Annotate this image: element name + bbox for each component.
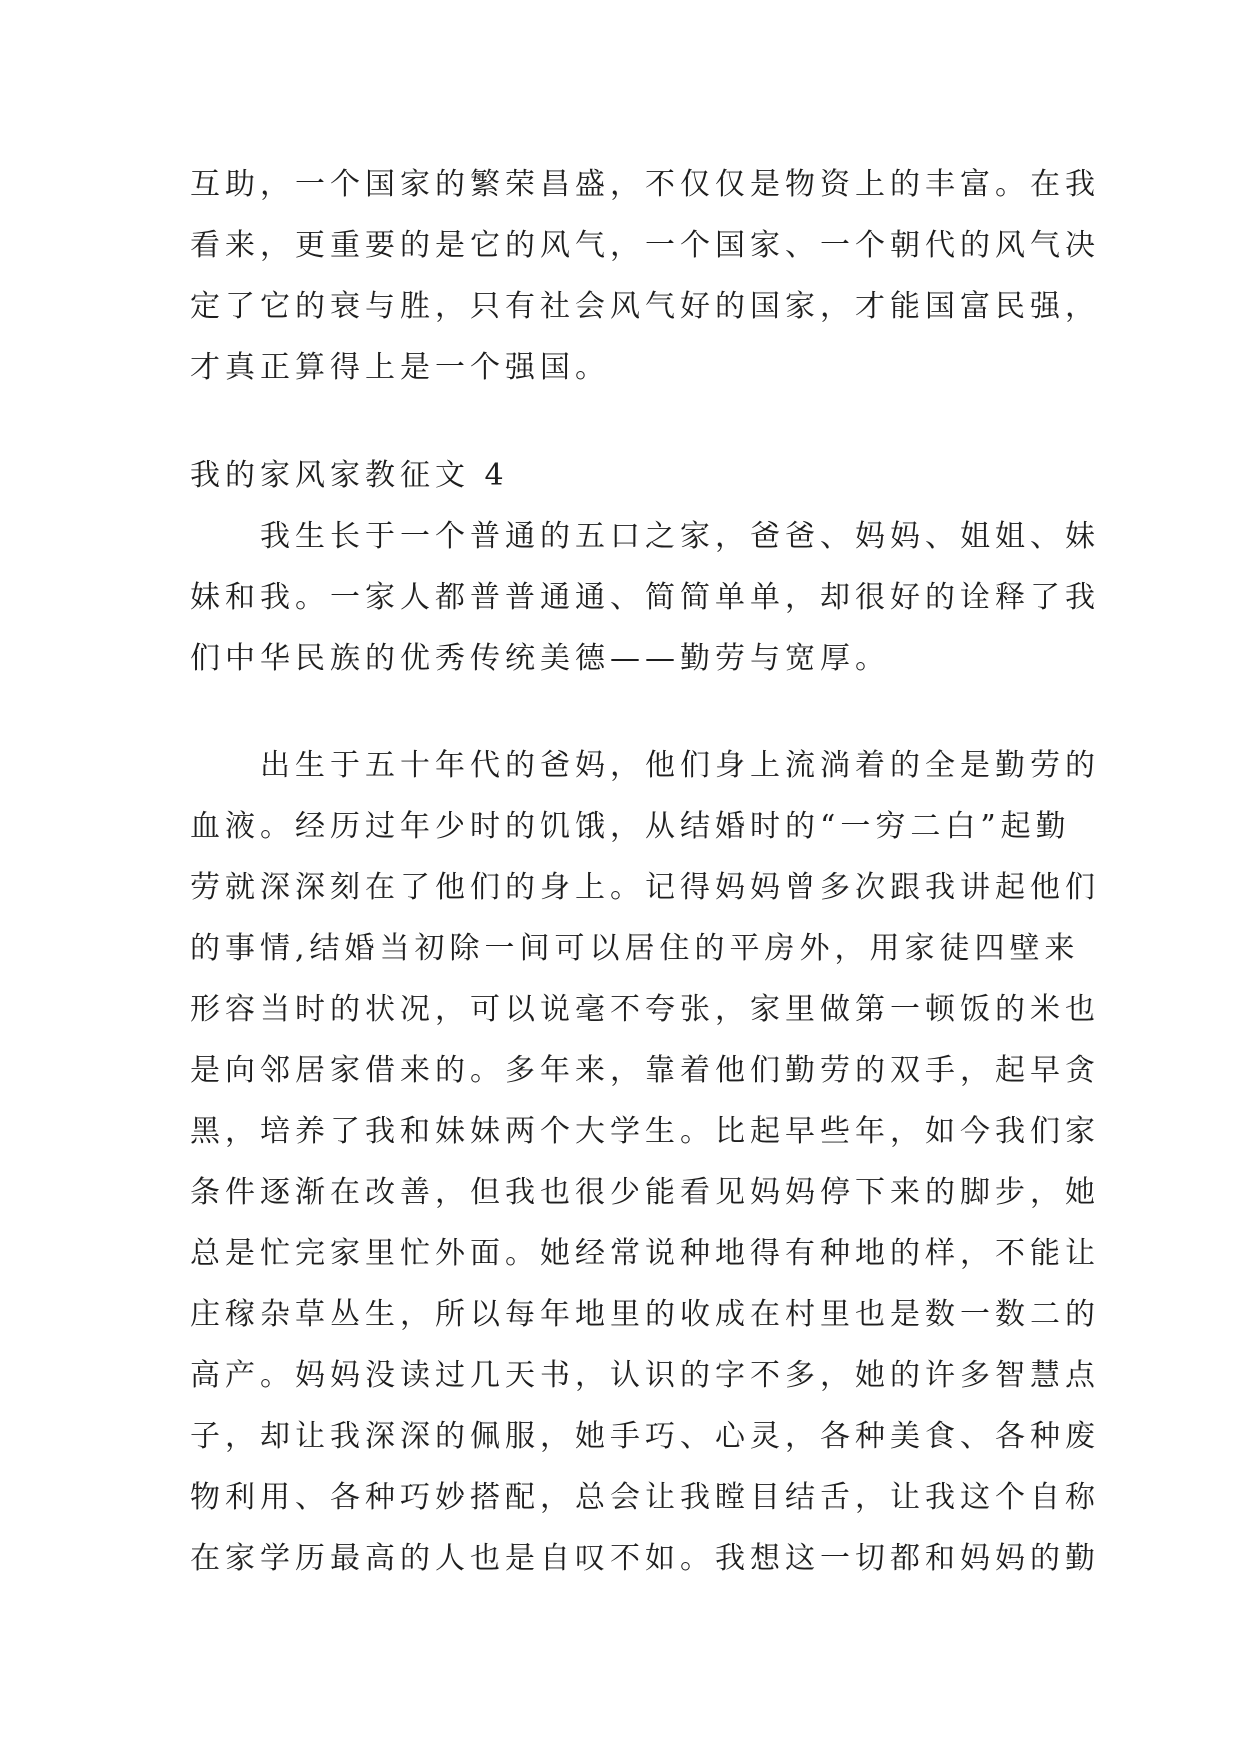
text-line: 劳就深深刻在了他们的身上。记得妈妈曾多次跟我讲起他们 <box>190 870 1100 905</box>
text-line: 的事情,结婚当初除一间可以居住的平房外，用家徒四壁来 <box>190 931 1080 966</box>
text-line: 定了它的衰与胜，只有社会风气好的国家，才能国富民强， <box>190 289 1100 324</box>
text-line: 看来，更重要的是它的风气，一个国家、一个朝代的风气决 <box>190 228 1100 263</box>
text-line: 子，却让我深深的佩服，她手巧、心灵，各种美食、各种废 <box>190 1419 1100 1454</box>
text-line: 出生于五十年代的爸妈，他们身上流淌着的全是勤劳的 <box>260 748 1100 783</box>
text-line: 妹和我。一家人都普普通通、简简单单，却很好的诠释了我 <box>190 580 1100 615</box>
paragraph-continued <box>190 154 1100 398</box>
text-line: 庄稼杂草丛生，所以每年地里的收成在村里也是数一数二的 <box>190 1297 1100 1332</box>
text-line: 才真正算得上是一个强国。 <box>190 350 610 385</box>
text-line: 是向邻居家借来的。多年来，靠着他们勤劳的双手，起早贪 <box>190 1053 1100 1088</box>
text-line: 高产。妈妈没读过几天书，认识的字不多，她的许多智慧点 <box>190 1358 1100 1393</box>
text-line: 条件逐渐在改善，但我也很少能看见妈妈停下来的脚步，她 <box>190 1175 1100 1210</box>
section-4 <box>190 445 1100 689</box>
section-title: 我的家风家教征文 4 <box>190 458 509 493</box>
text-line: 形容当时的状况，可以说毫不夸张，家里做第一顿饭的米也 <box>190 992 1100 1027</box>
text-line: 总是忙完家里忙外面。她经常说种地得有种地的样，不能让 <box>190 1236 1100 1271</box>
text-line: 我生长于一个普通的五口之家，爸爸、妈妈、姐姐、妹 <box>260 519 1100 554</box>
text-line: 们中华民族的优秀传统美德——勤劳与宽厚。 <box>190 641 890 676</box>
text-line: 血液。经历过年少时的饥饿，从结婚时的“一穷二白”起勤 <box>190 809 1071 844</box>
text-line: 互助，一个国家的繁荣昌盛，不仅仅是物资上的丰富。在我 <box>190 167 1100 202</box>
text-line: 在家学历最高的人也是自叹不如。我想这一切都和妈妈的勤 <box>190 1541 1100 1576</box>
text-line: 物利用、各种巧妙搭配，总会让我瞠目结舌，让我这个自称 <box>190 1480 1100 1515</box>
paragraph-parents <box>190 735 1100 1589</box>
text-line: 黑，培养了我和妹妹两个大学生。比起早些年，如今我们家 <box>190 1114 1100 1149</box>
